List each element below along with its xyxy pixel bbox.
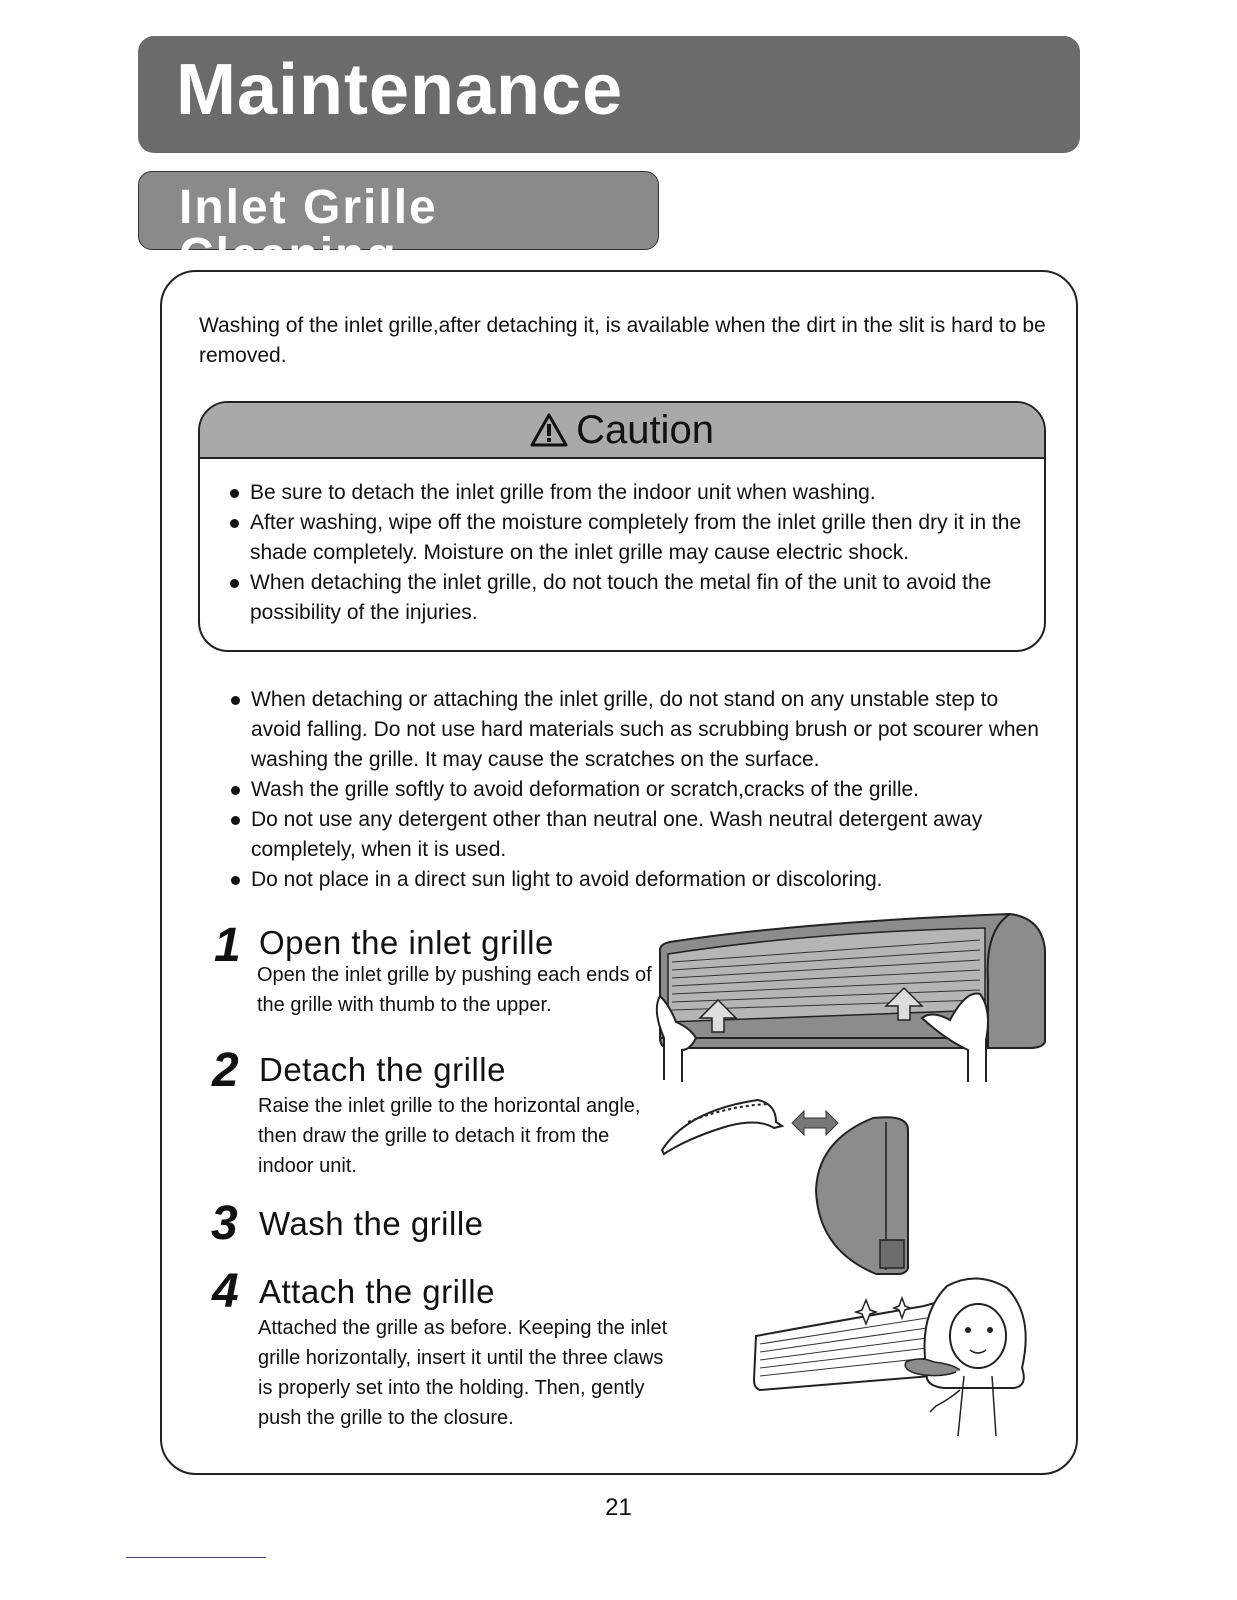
- page-number: 21: [605, 1494, 632, 1521]
- open-grille-illustration: [650, 910, 1050, 1085]
- step-2-text: Raise the inlet grille to the horizontal angle, then draw the grille to detach it from the indoor unit.: [258, 1095, 641, 1177]
- caution-list: [228, 478, 1048, 628]
- link-underline: [126, 1557, 266, 1558]
- subtitle-bar: [138, 171, 659, 282]
- title-bar: [138, 36, 1080, 153]
- step-1-text: Open the inlet grille by pushing each ends of the grille with thumb to the upper.: [257, 964, 652, 1016]
- intro-paragraph: Washing of the inlet grille,after detaching it, is available when the dirt in the slit is hard to be removed.: [199, 314, 1046, 367]
- note-item: Wash the grille softly to avoid deformation or scratch,cracks of the grille.: [229, 775, 1049, 805]
- step-4-number: 4: [212, 1265, 239, 1318]
- step-4-title: Attach the grille: [259, 1273, 495, 1310]
- caution-heading: [200, 408, 1044, 452]
- caution-item: When detaching the inlet grille, do not touch the metal fin of the unit to avoid the possibility of the injuries.: [228, 568, 1048, 628]
- step-2-number: 2: [212, 1044, 239, 1097]
- note-item: Do not use any detergent other than neutral one. Wash neutral detergent away completely, when it is used.: [229, 805, 1049, 865]
- notes-list: [229, 685, 1049, 895]
- detach-grille-illustration: [658, 1090, 918, 1280]
- section-subtitle: Inlet Grille Cleaning: [179, 181, 438, 282]
- attach-grille-illustration: [752, 1276, 1042, 1446]
- step-2-title: Detach the grille: [259, 1051, 506, 1088]
- note-item: When detaching or attaching the inlet grille, do not stand on any unstable step to avoid falling. Do not use hard materials such as scrubbing brush or pot scourer when washing the grille. It may cause the scratches on the surface.: [229, 685, 1049, 775]
- caution-item: Be sure to detach the inlet grille from the indoor unit when washing.: [228, 478, 1048, 508]
- note-item: Do not place in a direct sun light to avoid deformation or discoloring.: [229, 865, 1049, 895]
- caution-header: [200, 403, 1044, 459]
- step-4-text: Attached the grille as before. Keeping the inlet grille horizontally, insert it until the three claws is properly set into the holding. Then, gently push the grille to the closure.: [258, 1317, 668, 1429]
- step-1-number: 1: [214, 919, 241, 972]
- page-title: Maintenance: [176, 50, 624, 130]
- caution-title: Caution: [576, 408, 714, 452]
- step-3-number: 3: [211, 1197, 238, 1250]
- caution-item: After washing, wipe off the moisture completely from the inlet grille then dry it in the shade completely. Moisture on the inlet grille may cause electric shock.: [228, 508, 1048, 568]
- step-3-title: Wash the grille: [259, 1205, 484, 1242]
- step-1-title: Open the inlet grille: [259, 924, 554, 961]
- warning-triangle-icon: [530, 413, 568, 447]
